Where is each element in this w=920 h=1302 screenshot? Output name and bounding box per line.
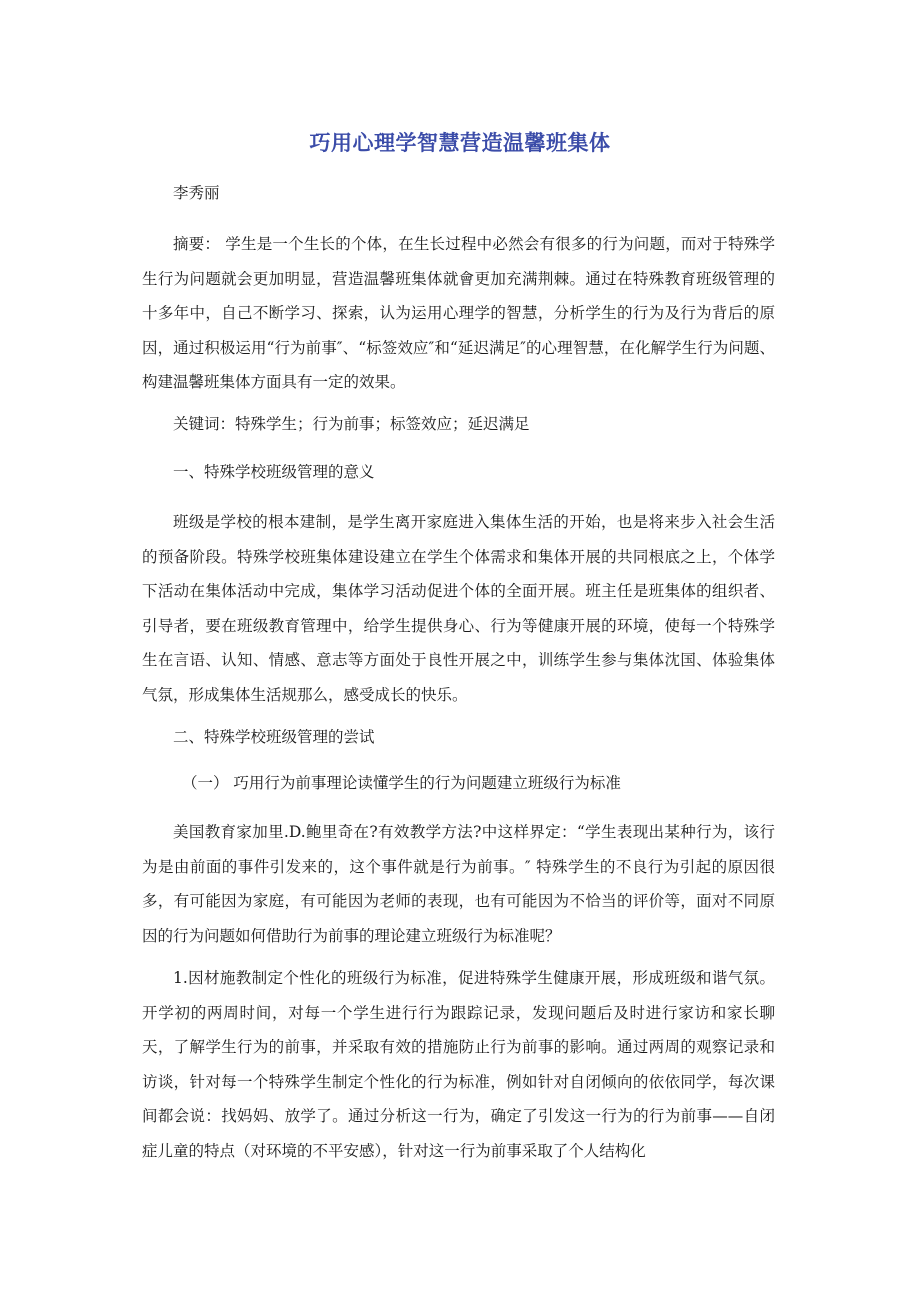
subsection-1-paragraph: 美国教育家加里.D.鲍里奇在?有效教学方法?中这样界定：“学生表现出某种行为，该行为是由前面的事件引发来的，这个事件就是行为前事。″ 特殊学生的不良行为引起的原因很多，有可能因为家庭，有可能因为老师的表现，也有可能因为不恰当的评价等，面对不同原因的行为问题如何借助行为前事的理论建立班级行为标准呢？ [142, 823, 775, 945]
abstract-paragraph: 摘要： 学生是一个生长的个体，在生长过程中必然会有很多的行为问题，而对于特殊学生行为问题就会更加明显，营造温馨班集体就會更加充满荆棘。通过在特殊教育班级管理的十多年中，自己不断学习、探索，认为运用心理学的智慧，分析学生的行为及行为背后的原因，通过积极运用“行为前事″、“标签效应″和“延迟满足″的心理智慧，在化解学生行为问题、构建温馨班集体方面具有一定的效果。 [142, 235, 775, 391]
author-name: 李秀丽 [173, 184, 220, 202]
keywords-line: 关键词：特殊学生；行为前事；标签效应；延迟满足 [173, 415, 530, 433]
document-title: 巧用心理学智慧营造温馨班集体 [309, 131, 611, 155]
subsection-heading-1: （一） 巧用行为前事理论读懂学生的行为问题建立班级行为标准 [182, 774, 621, 792]
section-heading-1: 一、特殊学校班级管理的意义 [173, 463, 375, 481]
section-heading-2: 二、特殊学校班级管理的尝试 [173, 728, 375, 746]
section-1-paragraph: 班级是学校的根本建制，是学生离开家庭进入集体生活的开始，也是将来步入社会生活的预备阶段。特殊学校班集体建设建立在学生个体需求和集体开展的共同根底之上，个体学下活动在集体活动中完成，集体学习活动促进个体的全面开展。班主任是班集体的组织者、引导者，要在班级教育管理中，给学生提供身心、行为等健康开展的环境，使每一个特殊学生在言语、认知、情感、意志等方面处于良性开展之中，训练学生参与集体沈国、体验集体气氛，形成集体生活规那么，感受成长的快乐。 [142, 513, 775, 704]
point-1-paragraph: 1.因材施教制定个性化的班级行为标准，促进特殊学生健康开展，形成班级和谐气氛。开学初的两周时间，对每一个学生进行行为跟踪记录，发现问题后及时进行家访和家长聊天，了解学生行为的前事，并采取有效的措施防止行为前事的影响。通过两周的观察记录和访谈，针对每一个特殊学生制定个性化的行为标准，例如针对自闭倾向的依依同学，每次课间都会说：找妈妈、放学了。通过分析这一行为，确定了引发这一行为的行为前事——自闭症儿童的特点（对环境的不平安感），针对这一行为前事采取了个人结构化 [142, 969, 775, 1160]
